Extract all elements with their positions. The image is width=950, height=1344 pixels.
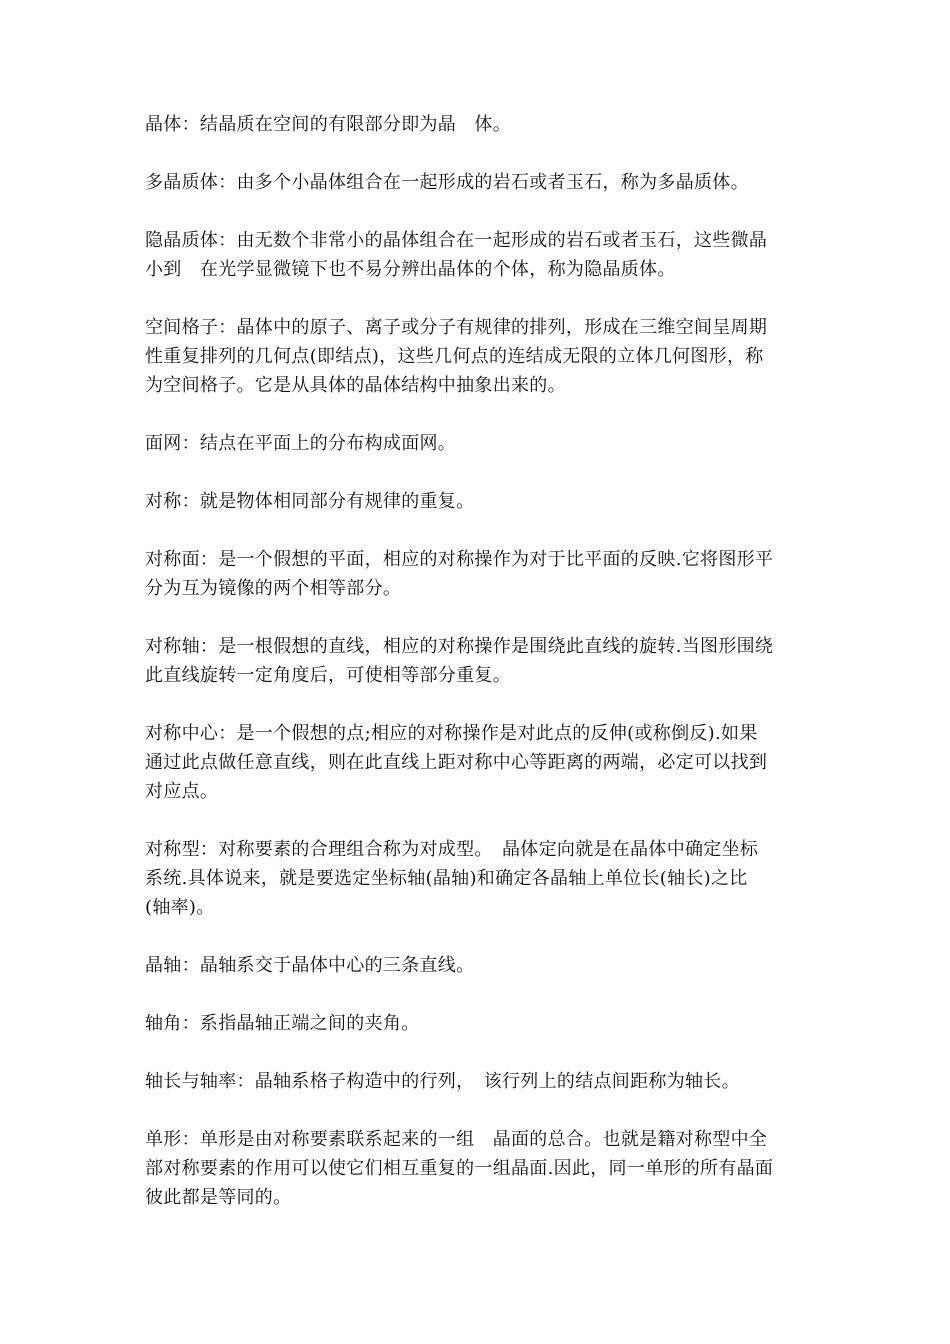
document-body bbox=[145, 110, 810, 1241]
definition-paragraph bbox=[145, 1067, 810, 1096]
text-line: 对称型：对称要素的合理组合称为对成型。 晶体定向就是在晶体中确定坐标 bbox=[145, 839, 759, 860]
text-line: 轴角：系指晶轴正端之间的夹角。 bbox=[145, 1013, 420, 1034]
text-line: 对应点。 bbox=[145, 781, 219, 802]
definition-paragraph bbox=[145, 487, 810, 516]
definition-paragraph bbox=[145, 951, 810, 980]
text-line: 晶轴：晶轴系交于晶体中心的三条直线。 bbox=[145, 955, 475, 976]
definition-paragraph bbox=[145, 110, 810, 139]
text-line: 系统.具体说来，就是要选定坐标轴(晶轴)和确定各晶轴上单位长(轴长)之比 bbox=[145, 868, 748, 889]
text-line: 性重复排列的几何点(即结点)，这些几何点的连结成无限的立体几何图形，称 bbox=[145, 346, 764, 367]
definition-paragraph bbox=[145, 1125, 810, 1212]
text-line: 对称面：是一个假想的平面，相应的对称操作为对于比平面的反映.它将图形平 bbox=[145, 549, 774, 570]
text-line: 多晶质体：由多个小晶体组合在一起形成的岩石或者玉石，称为多晶质体。 bbox=[145, 172, 749, 193]
text-line: 面网：结点在平面上的分布构成面网。 bbox=[145, 433, 457, 454]
text-line: 通过此点做任意直线，则在此直线上距对称中心等距离的两端，必定可以找到 bbox=[145, 752, 768, 773]
definition-paragraph bbox=[145, 835, 810, 922]
definition-paragraph bbox=[145, 1009, 810, 1038]
text-line: 轴长与轴率：晶轴系格子构造中的行列， 该行列上的结点间距称为轴长。 bbox=[145, 1071, 740, 1092]
text-line: 隐晶质体：由无数个非常小的晶体组合在一起形成的岩石或者玉石，这些微晶 bbox=[145, 230, 768, 251]
definition-paragraph bbox=[145, 429, 810, 458]
text-line: 晶体：结晶质在空间的有限部分即为晶 体。 bbox=[145, 114, 511, 135]
text-line: 为空间格子。它是从具体的晶体结构中抽象出来的。 bbox=[145, 375, 566, 396]
text-line: 部对称要素的作用可以使它们相互重复的一组晶面.因此，同一单形的所有晶面 bbox=[145, 1158, 774, 1179]
text-line: (轴率)。 bbox=[145, 897, 215, 918]
text-line: 此直线旋转一定角度后，可使相等部分重复。 bbox=[145, 665, 511, 686]
definition-paragraph bbox=[145, 632, 810, 690]
definition-paragraph bbox=[145, 719, 810, 806]
definition-paragraph bbox=[145, 313, 810, 400]
text-line: 空间格子：晶体中的原子、离子或分子有规律的排列，形成在三维空间呈周期 bbox=[145, 317, 768, 338]
definition-paragraph bbox=[145, 226, 810, 284]
text-line: 小到 在光学显微镜下也不易分辨出晶体的个体，称为隐晶质体。 bbox=[145, 259, 676, 280]
definition-paragraph bbox=[145, 168, 810, 197]
text-line: 分为互为镜像的两个相等部分。 bbox=[145, 578, 402, 599]
text-line: 对称轴：是一根假想的直线，相应的对称操作是围绕此直线的旋转.当图形围绕 bbox=[145, 636, 774, 657]
definition-paragraph bbox=[145, 545, 810, 603]
text-line: 对称：就是物体相同部分有规律的重复。 bbox=[145, 491, 475, 512]
text-line: 对称中心：是一个假想的点;相应的对称操作是对此点的反伸(或称倒反).如果 bbox=[145, 723, 758, 744]
text-line: 单形：单形是由对称要素联系起来的一组 晶面的总合。也就是籍对称型中全 bbox=[145, 1129, 768, 1150]
text-line: 彼此都是等同的。 bbox=[145, 1187, 292, 1208]
